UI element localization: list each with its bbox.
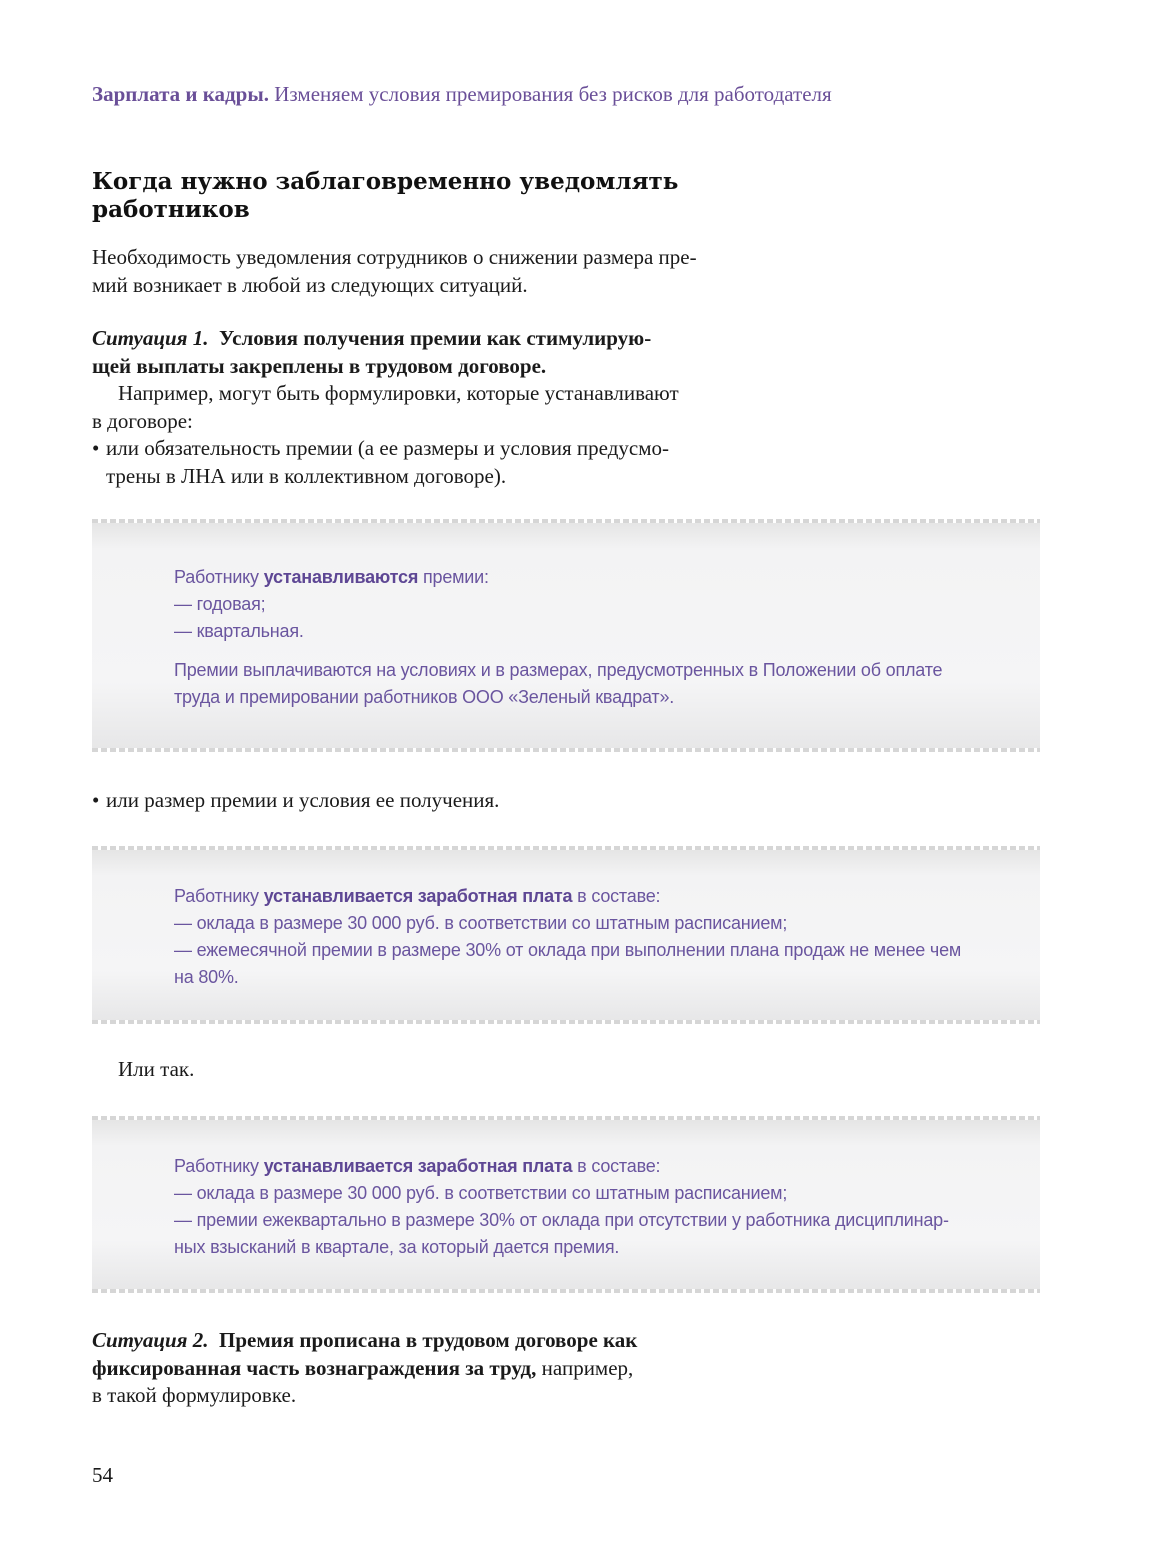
situation-1-title-line-1: Условия получения премии как стимулирую- bbox=[219, 326, 652, 350]
box-2-lead bbox=[174, 883, 974, 910]
box-3-lead-tail: в составе: bbox=[577, 1156, 661, 1176]
bullet-1-line-2: трены в ЛНА или в коллективном договоре). bbox=[106, 463, 507, 488]
example-line-2: в договоре: bbox=[92, 408, 193, 433]
box-2-lead-bold: устанавливается заработная плата bbox=[263, 886, 573, 906]
intro-paragraph bbox=[92, 244, 772, 299]
example-box-2 bbox=[92, 846, 1040, 1024]
box-1-lead-text: Работнику bbox=[174, 567, 259, 587]
bullet-icon: • bbox=[92, 788, 100, 812]
situation-2-label: Ситуация 2. bbox=[92, 1328, 209, 1352]
intro-line-1: Необходимость уведомления сотрудников о снижении размера пре- bbox=[92, 245, 697, 269]
heading-line-2: работников bbox=[92, 196, 250, 223]
example-box-1 bbox=[92, 519, 1040, 752]
bullet-item-1 bbox=[92, 435, 772, 490]
box-2-lead-text: Работнику bbox=[174, 886, 259, 906]
box-3-item-1: — оклада в размере 30 000 руб. в соответствии со штатным расписанием; bbox=[174, 1183, 788, 1203]
box-2-item-1: — оклада в размере 30 000 руб. в соответствии со штатным расписанием; bbox=[174, 913, 788, 933]
box-1-lead bbox=[174, 564, 974, 591]
box-1-para-line-2: труда и премировании работников ООО «Зеленый квадрат». bbox=[174, 687, 675, 707]
section-heading bbox=[92, 168, 772, 224]
box-2-item-2-line-2: на 80%. bbox=[174, 967, 239, 987]
bullet-item-2 bbox=[92, 787, 772, 815]
bullet-icon: • bbox=[92, 436, 100, 460]
box-2-lead-tail: в составе: bbox=[577, 886, 661, 906]
situation-2-title-line-1: Премия прописана в трудовом договоре как bbox=[219, 1328, 638, 1352]
situation-2-block bbox=[92, 1327, 772, 1410]
header-section: Зарплата и кадры. bbox=[92, 82, 270, 106]
example-box-3 bbox=[92, 1116, 1040, 1293]
or-so-text: Или так. bbox=[118, 1057, 195, 1081]
bullet-2-text: или размер премии и условия ее получения. bbox=[106, 788, 500, 812]
box-1-lead-tail: премии: bbox=[422, 567, 489, 587]
box-3-item-2-line-1: — премии ежеквартально в размере 30% от оклада при отсутствии у работника дисциплинар- bbox=[174, 1210, 949, 1230]
situation-2-tail-line-2: в такой формулировке. bbox=[92, 1383, 297, 1407]
box-3-lead-text: Работнику bbox=[174, 1156, 259, 1176]
page-number: 54 bbox=[92, 1463, 113, 1487]
bullet-1-line-1: или обязательность премии (а ее размеры и условия предусмо- bbox=[106, 436, 669, 460]
box-1-para-line-1: Премии выплачиваются на условиях и в размерах, предусмотренных в Положении об оплате bbox=[174, 660, 943, 680]
running-header bbox=[92, 82, 1052, 107]
box-1-item-1: — годовая; bbox=[174, 594, 266, 614]
or-so-paragraph bbox=[92, 1056, 772, 1084]
situation-2-tail-line-1: например, bbox=[541, 1355, 634, 1380]
box-3-lead-bold: устанавливается заработная плата bbox=[263, 1156, 573, 1176]
situation-1-block bbox=[92, 325, 772, 490]
intro-line-2: мий возникает в любой из следующих ситуаций. bbox=[92, 272, 528, 297]
situation-1-label: Ситуация 1. bbox=[92, 326, 209, 350]
example-line-1: Например, могут быть формулировки, которые устанавливают bbox=[118, 381, 679, 405]
situation-1-title-line-2: щей выплаты закреплены в трудовом договоре. bbox=[92, 353, 547, 378]
box-2-item-2-line-1: — ежемесячной премии в размере 30% от оклада при выполнении плана продаж не менее чем bbox=[174, 940, 962, 960]
header-title: Изменяем условия премирования без рисков для работодателя bbox=[274, 82, 832, 106]
box-3-item-2-line-2: ных взысканий в квартале, за который дается премия. bbox=[174, 1237, 620, 1257]
box-1-item-2: — квартальная. bbox=[174, 621, 304, 641]
box-3-lead bbox=[174, 1153, 974, 1180]
box-1-lead-bold: устанавливаются bbox=[263, 567, 419, 587]
heading-line-1: Когда нужно заблаговременно уведомлять bbox=[92, 168, 679, 195]
situation-2-title-line-2: фиксированная часть вознаграждения за труд, bbox=[92, 1355, 537, 1380]
